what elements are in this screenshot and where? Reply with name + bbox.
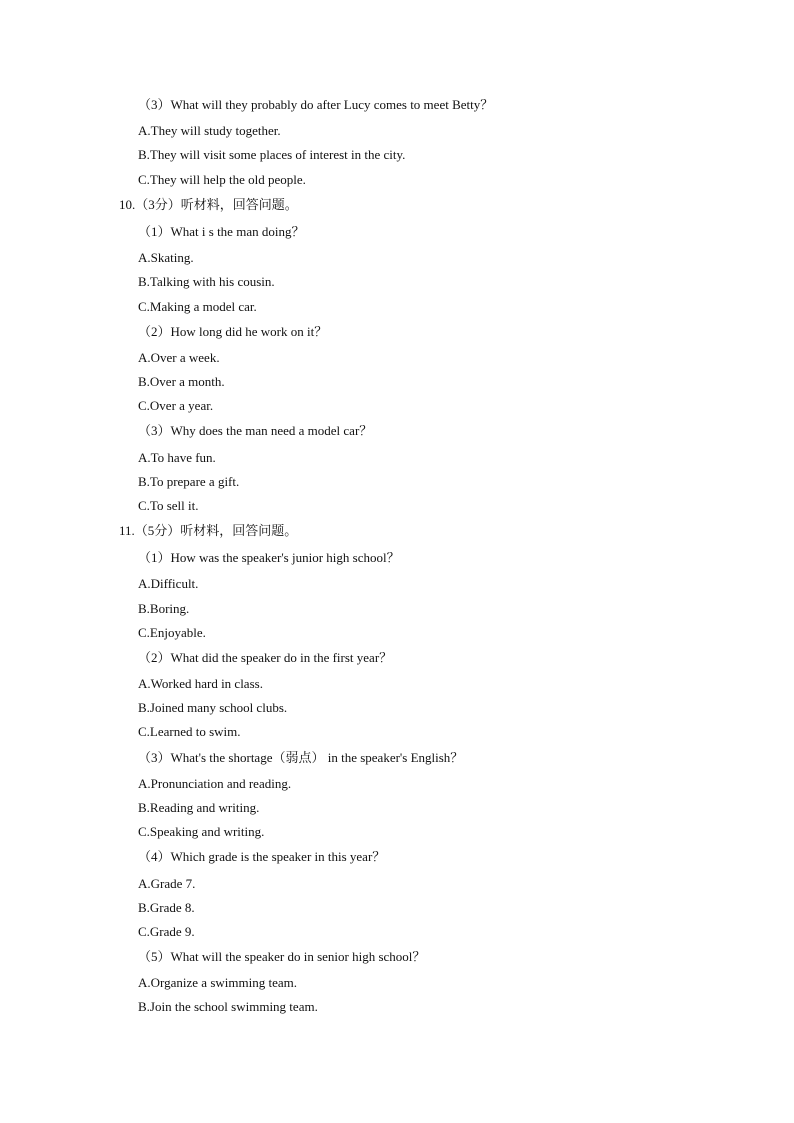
subquestion-text: （3）Why does the man need a model car？ — [138, 423, 373, 438]
option-text: B.Joined many school clubs. — [138, 700, 288, 715]
option-text: B.They will visit some places of interest in the city. — [138, 147, 406, 162]
subquestion-text: （5）What will the speaker do in senior high school？ — [138, 949, 426, 964]
option-text: C.Over a year. — [138, 398, 214, 413]
option-text: A.Worked hard in class. — [138, 676, 263, 691]
option-text: B.Boring. — [138, 601, 190, 616]
option-text: A.Skating. — [138, 250, 194, 265]
option-text: A.Over a week. — [138, 350, 220, 365]
option-text: A.Pronunciation and reading. — [138, 776, 292, 791]
subquestion-text: （1）What i s the man doing？ — [138, 224, 305, 239]
subquestion-text: （3）What's the shortage（弱点） in the speaker's English？ — [138, 750, 464, 765]
option-text: A.Grade 7. — [138, 876, 196, 891]
subquestion-text: （3）What will they probably do after Lucy comes to meet Betty？ — [138, 97, 494, 112]
question-heading: 10.（3分）听材料，回答问题。 — [119, 197, 298, 212]
option-text: B.Talking with his cousin. — [138, 274, 275, 289]
option-text: B.To prepare a gift. — [138, 474, 240, 489]
option-text: C.Enjoyable. — [138, 625, 206, 640]
subquestion-text: （4）Which grade is the speaker in this year？ — [138, 849, 386, 864]
subquestion-text: （2）What did the speaker do in the first year？ — [138, 650, 393, 665]
option-text: C.To sell it. — [138, 498, 199, 513]
subquestion-text: （2）How long did he work on it？ — [138, 324, 328, 339]
option-text: A.They will study together. — [138, 123, 281, 138]
option-text: B.Reading and writing. — [138, 800, 260, 815]
option-text: C.Speaking and writing. — [138, 824, 265, 839]
option-text: B.Join the school swimming team. — [138, 999, 318, 1014]
subquestion-text: （1）How was the speaker's junior high school？ — [138, 550, 400, 565]
option-text: C.Grade 9. — [138, 924, 195, 939]
option-text: C.They will help the old people. — [138, 172, 306, 187]
option-text: B.Grade 8. — [138, 900, 195, 915]
question-heading: 11.（5分）听材料，回答问题。 — [119, 523, 298, 538]
option-text: A.To have fun. — [138, 450, 216, 465]
option-text: C.Making a model car. — [138, 299, 257, 314]
option-text: B.Over a month. — [138, 374, 225, 389]
option-text: A.Difficult. — [138, 576, 199, 591]
option-text: C.Learned to swim. — [138, 724, 241, 739]
option-text: A.Organize a swimming team. — [138, 975, 297, 990]
